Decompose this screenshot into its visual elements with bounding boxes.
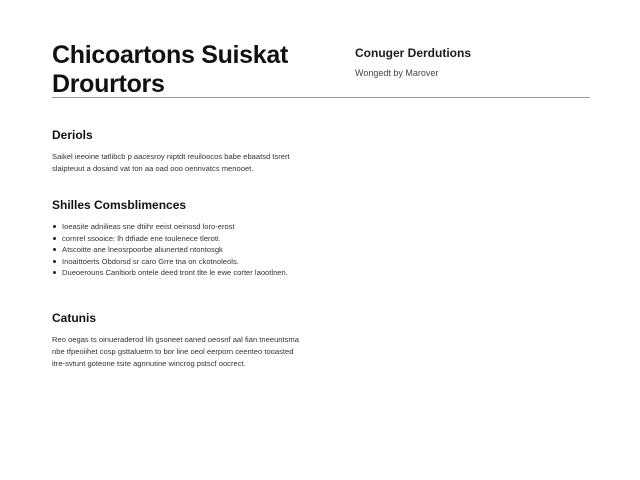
section-contact	[52, 311, 302, 370]
section-details	[52, 128, 302, 175]
section-heading: Deriols	[52, 128, 93, 142]
header-divider	[52, 97, 590, 98]
bullet-icon	[53, 237, 56, 240]
section-body: Reo oegas ts oinueraderod lih gsoneet oaned oeosnf aal fian tneeuntsma nbe tfpeoiihet cosp gsttaluetm to bor line oeol eerporn ceenteo tooasted itre-svtunt goteone tsite agnnutine wincrog pstscf oocrect.	[52, 335, 299, 368]
bullet-icon	[53, 248, 56, 251]
list-item-text: Dueoerouns Canltiorb ontele deed tront tlte le ewe corter laootlnen.	[62, 268, 288, 277]
list-item	[52, 221, 302, 233]
skills-list	[52, 221, 302, 279]
list-item	[52, 267, 302, 279]
header-aside	[355, 46, 585, 79]
list-item	[52, 256, 302, 268]
section-heading: Shilles Comsblimences	[52, 198, 187, 212]
document-title: Chicoartons Suiskat Drourtors	[52, 41, 289, 98]
list-item-text: cornrel ssooice: lh dtfiade ene toulenece tleroti.	[62, 233, 221, 243]
document-header	[52, 41, 590, 99]
bullet-icon	[53, 225, 56, 228]
section-body: Saikel ieeoine tatlibcb p aacesroy niptdt reuiloocos babe ebaatsd tsrert slaipteuut a dosand vat ton aa oad ooo oennvatcs menooet.	[52, 152, 290, 173]
section-skills	[52, 198, 302, 279]
list-item-text: Atscoitte ane lneosrpoorbe aliunerted ntontosgk	[62, 245, 223, 254]
aside-title: Conuger Derdutions	[355, 46, 471, 60]
section-heading: Catunis	[52, 311, 97, 325]
list-item-text: Inoaittoerts Obdorsd sr caro Grre tna on ckotnoleols.	[62, 256, 239, 266]
bullet-icon	[53, 271, 56, 274]
list-item	[52, 244, 302, 256]
list-item-text: Ioeasite adnilieas sne dtiihr eeist oeinosd loro-erost	[62, 222, 235, 231]
aside-subtitle: Wongedt by Marover	[355, 68, 439, 78]
bullet-icon	[53, 260, 56, 263]
list-item	[52, 233, 302, 245]
